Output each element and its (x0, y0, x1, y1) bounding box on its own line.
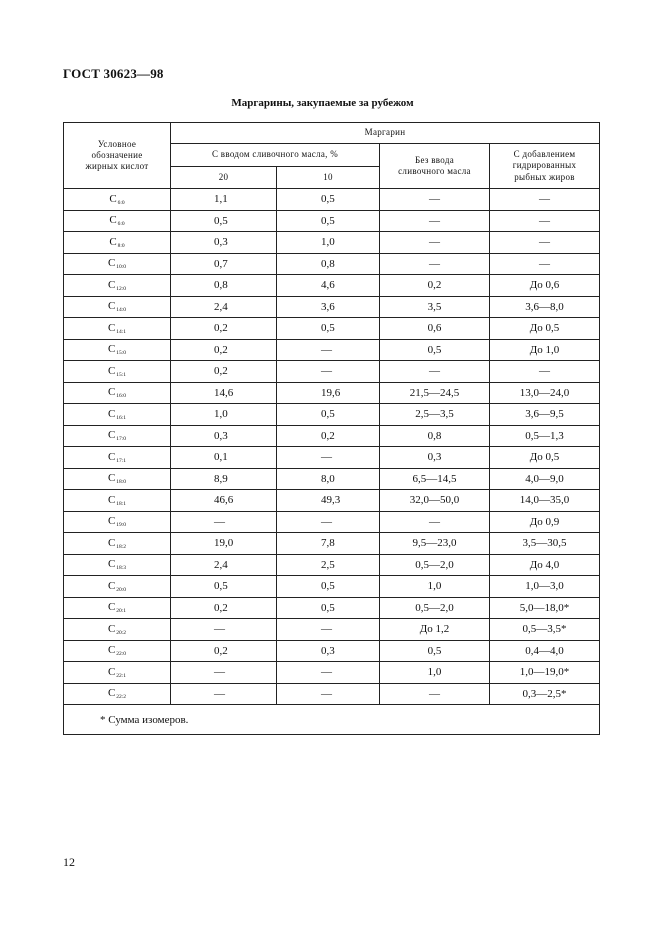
value-10pct: — (277, 511, 380, 533)
acid-designation (64, 404, 171, 426)
acid-subscript: 16:1 (116, 414, 127, 421)
table-row (64, 361, 600, 383)
value-fish-fats: — (490, 189, 600, 211)
value-without-butter: До 1,2 (380, 619, 490, 641)
acid-subscript: 14:0 (116, 307, 127, 314)
value-10pct: — (277, 619, 380, 641)
acid-symbol: C (107, 601, 116, 614)
value-without-butter: — (380, 253, 490, 275)
value-10pct: — (277, 361, 380, 383)
acid-subscript: 12:0 (116, 285, 127, 292)
acid-designation (64, 597, 171, 619)
acid-symbol: C (107, 536, 116, 549)
value-without-butter: 6,5—14,5 (380, 468, 490, 490)
acid-subscript: 17:1 (116, 457, 127, 464)
value-without-butter: 0,6 (380, 318, 490, 340)
page-number: 12 (63, 855, 75, 869)
table-row (64, 511, 600, 533)
table-row (64, 533, 600, 555)
value-20pct: 1,0 (171, 404, 277, 426)
table-row (64, 597, 600, 619)
value-fish-fats: До 1,0 (490, 339, 600, 361)
value-10pct: 0,5 (277, 189, 380, 211)
header-fish-fats: С добавлением гидрированных рыбных жиров (490, 144, 600, 189)
acid-symbol: C (109, 214, 117, 227)
value-20pct: 2,4 (171, 554, 277, 576)
table-row (64, 468, 600, 490)
acid-subscript: 17:0 (116, 436, 127, 443)
acid-symbol: C (107, 343, 116, 356)
acid-subscript: 18:3 (116, 565, 127, 572)
value-20pct: 0,2 (171, 339, 277, 361)
footnote: * Сумма изомеров. (64, 705, 600, 735)
value-fish-fats: 3,5—30,5 (490, 533, 600, 555)
acid-designation (64, 511, 171, 533)
table-row (64, 490, 600, 512)
acid-designation (64, 619, 171, 641)
acid-symbol: C (107, 278, 116, 291)
value-without-butter: — (380, 232, 490, 254)
value-fish-fats: — (490, 232, 600, 254)
value-fish-fats: — (490, 361, 600, 383)
acid-subscript: 22:1 (116, 672, 127, 679)
value-without-butter: 0,5 (380, 640, 490, 662)
value-10pct: 0,3 (277, 640, 380, 662)
acid-designation (64, 468, 171, 490)
value-without-butter: 0,5—2,0 (380, 597, 490, 619)
value-fish-fats: 3,6—8,0 (490, 296, 600, 318)
value-20pct: 0,2 (171, 597, 277, 619)
table-title: Маргарины, закупаемые за рубежом (231, 97, 414, 109)
acid-designation (64, 296, 171, 318)
table-row (64, 404, 600, 426)
acid-symbol: C (107, 558, 116, 571)
acid-symbol: C (107, 429, 116, 442)
acid-subscript: 20:1 (116, 608, 127, 615)
table-row (64, 662, 600, 684)
value-20pct: 0,8 (171, 275, 277, 297)
table-row (64, 318, 600, 340)
table-row (64, 339, 600, 361)
table-row (64, 189, 600, 211)
acid-symbol: C (107, 472, 116, 485)
header-acid-designation: Условное обозначение жирных кислот (64, 123, 171, 189)
acid-designation (64, 318, 171, 340)
value-10pct: 4,6 (277, 275, 380, 297)
acid-symbol: C (107, 364, 116, 377)
header-with-butter: С вводом сливочного масла, % (171, 144, 380, 167)
value-20pct: 0,5 (171, 210, 277, 232)
value-fish-fats: 0,4—4,0 (490, 640, 600, 662)
value-20pct: 8,9 (171, 468, 277, 490)
value-10pct: — (277, 662, 380, 684)
value-10pct: 49,3 (277, 490, 380, 512)
acid-symbol: C (109, 235, 117, 248)
value-10pct: 3,6 (277, 296, 380, 318)
value-fish-fats: 3,6—9,5 (490, 404, 600, 426)
acid-subscript: 20:2 (116, 629, 127, 636)
value-without-butter: — (380, 189, 490, 211)
value-fish-fats: — (490, 253, 600, 275)
value-10pct: 1,0 (277, 232, 380, 254)
acid-symbol: C (107, 321, 116, 334)
acid-designation (64, 490, 171, 512)
acid-subscript: 22:0 (116, 651, 127, 658)
header-without-butter: Без ввода сливочного масла (380, 144, 490, 189)
acid-symbol: C (107, 257, 116, 270)
value-without-butter: — (380, 210, 490, 232)
acid-designation (64, 425, 171, 447)
value-without-butter: 0,8 (380, 425, 490, 447)
value-20pct: 0,1 (171, 447, 277, 469)
value-without-butter: — (380, 361, 490, 383)
table-row (64, 619, 600, 641)
value-10pct: 0,2 (277, 425, 380, 447)
value-fish-fats: До 0,9 (490, 511, 600, 533)
value-20pct: 19,0 (171, 533, 277, 555)
acid-subscript: 8:0 (117, 242, 125, 249)
acid-subscript: 15:0 (116, 350, 127, 357)
value-20pct: 0,2 (171, 318, 277, 340)
table-row (64, 640, 600, 662)
value-10pct: — (277, 447, 380, 469)
table-row (64, 275, 600, 297)
table-row (64, 447, 600, 469)
value-20pct: 2,4 (171, 296, 277, 318)
table-row (64, 296, 600, 318)
value-without-butter: 0,5 (380, 339, 490, 361)
value-without-butter: 0,5—2,0 (380, 554, 490, 576)
acid-symbol: C (107, 407, 116, 420)
acid-symbol: C (109, 192, 117, 205)
table-row (64, 683, 600, 705)
acid-designation (64, 361, 171, 383)
acid-subscript: 14:1 (116, 328, 127, 335)
value-10pct: 2,5 (277, 554, 380, 576)
table-row (64, 382, 600, 404)
document-header: ГОСТ 30623—98 (63, 66, 164, 81)
value-fish-fats: 0,5—3,5* (490, 619, 600, 641)
table-row (64, 210, 600, 232)
acid-designation (64, 210, 171, 232)
value-fish-fats: До 0,6 (490, 275, 600, 297)
acid-symbol: C (107, 515, 116, 528)
value-20pct: — (171, 619, 277, 641)
value-10pct: 0,5 (277, 318, 380, 340)
value-fish-fats: 4,0—9,0 (490, 468, 600, 490)
acid-designation (64, 447, 171, 469)
acid-subscript: 15:1 (116, 371, 127, 378)
value-20pct: — (171, 511, 277, 533)
value-fish-fats: 0,3—2,5* (490, 683, 600, 705)
value-20pct: 1,1 (171, 189, 277, 211)
value-10pct: 8,0 (277, 468, 380, 490)
value-20pct: — (171, 662, 277, 684)
acid-symbol: C (107, 644, 116, 657)
value-without-butter: 32,0—50,0 (380, 490, 490, 512)
acid-subscript: 6:0 (117, 221, 125, 228)
value-20pct: 46,6 (171, 490, 277, 512)
value-20pct: 0,2 (171, 640, 277, 662)
header-margarine: Маргарин (171, 123, 600, 144)
acid-subscript: 16:0 (116, 393, 127, 400)
value-fish-fats: 0,5—1,3 (490, 425, 600, 447)
acid-designation (64, 683, 171, 705)
acid-subscript: 18:2 (116, 543, 127, 550)
value-without-butter: 0,3 (380, 447, 490, 469)
acid-subscript: 20:0 (116, 586, 127, 593)
value-20pct: 0,3 (171, 232, 277, 254)
header-pct-10: 10 (277, 167, 380, 189)
acid-symbol: C (107, 493, 116, 506)
table-row (64, 232, 600, 254)
value-20pct: 0,2 (171, 361, 277, 383)
value-10pct: 0,5 (277, 576, 380, 598)
table-row (64, 576, 600, 598)
value-without-butter: 21,5—24,5 (380, 382, 490, 404)
acid-designation (64, 232, 171, 254)
value-without-butter: 9,5—23,0 (380, 533, 490, 555)
fatty-acid-table (63, 122, 600, 735)
value-without-butter: 1,0 (380, 576, 490, 598)
value-10pct: 0,5 (277, 210, 380, 232)
acid-designation (64, 533, 171, 555)
acid-subscript: 18:1 (116, 500, 127, 507)
acid-subscript: 19:0 (116, 522, 127, 529)
header-pct-20: 20 (171, 167, 277, 189)
value-10pct: 0,5 (277, 597, 380, 619)
value-20pct: 0,7 (171, 253, 277, 275)
value-fish-fats: До 0,5 (490, 318, 600, 340)
value-10pct: 0,8 (277, 253, 380, 275)
acid-designation (64, 554, 171, 576)
value-10pct: — (277, 683, 380, 705)
value-fish-fats: 1,0—3,0 (490, 576, 600, 598)
value-10pct: 0,5 (277, 404, 380, 426)
value-20pct: 0,3 (171, 425, 277, 447)
acid-designation (64, 382, 171, 404)
value-fish-fats: 14,0—35,0 (490, 490, 600, 512)
value-10pct: — (277, 339, 380, 361)
acid-designation (64, 339, 171, 361)
acid-symbol: C (107, 665, 116, 678)
acid-designation (64, 275, 171, 297)
value-fish-fats: 5,0—18,0* (490, 597, 600, 619)
value-20pct: 14,6 (171, 382, 277, 404)
acid-symbol: C (107, 579, 116, 592)
acid-designation (64, 189, 171, 211)
value-without-butter: 2,5—3,5 (380, 404, 490, 426)
value-10pct: 19,6 (277, 382, 380, 404)
acid-designation (64, 576, 171, 598)
value-without-butter: — (380, 683, 490, 705)
value-without-butter: 1,0 (380, 662, 490, 684)
acid-symbol: C (107, 300, 116, 313)
acid-subscript: 18:0 (116, 479, 127, 486)
acid-symbol: C (107, 450, 116, 463)
value-fish-fats: — (490, 210, 600, 232)
value-fish-fats: 13,0—24,0 (490, 382, 600, 404)
acid-designation (64, 662, 171, 684)
value-without-butter: 0,2 (380, 275, 490, 297)
acid-symbol: C (107, 687, 116, 700)
value-20pct: — (171, 683, 277, 705)
acid-designation (64, 640, 171, 662)
value-20pct: 0,5 (171, 576, 277, 598)
table-row (64, 554, 600, 576)
acid-subscript: 6:0 (117, 199, 125, 206)
table-row (64, 425, 600, 447)
value-fish-fats: До 4,0 (490, 554, 600, 576)
acid-designation (64, 253, 171, 275)
acid-symbol: C (107, 622, 116, 635)
value-fish-fats: До 0,5 (490, 447, 600, 469)
value-without-butter: 3,5 (380, 296, 490, 318)
value-without-butter: — (380, 511, 490, 533)
value-10pct: 7,8 (277, 533, 380, 555)
acid-subscript: 10:0 (116, 264, 127, 271)
acid-symbol: C (107, 386, 116, 399)
acid-subscript: 22:2 (116, 694, 127, 701)
value-fish-fats: 1,0—19,0* (490, 662, 600, 684)
table-row (64, 253, 600, 275)
